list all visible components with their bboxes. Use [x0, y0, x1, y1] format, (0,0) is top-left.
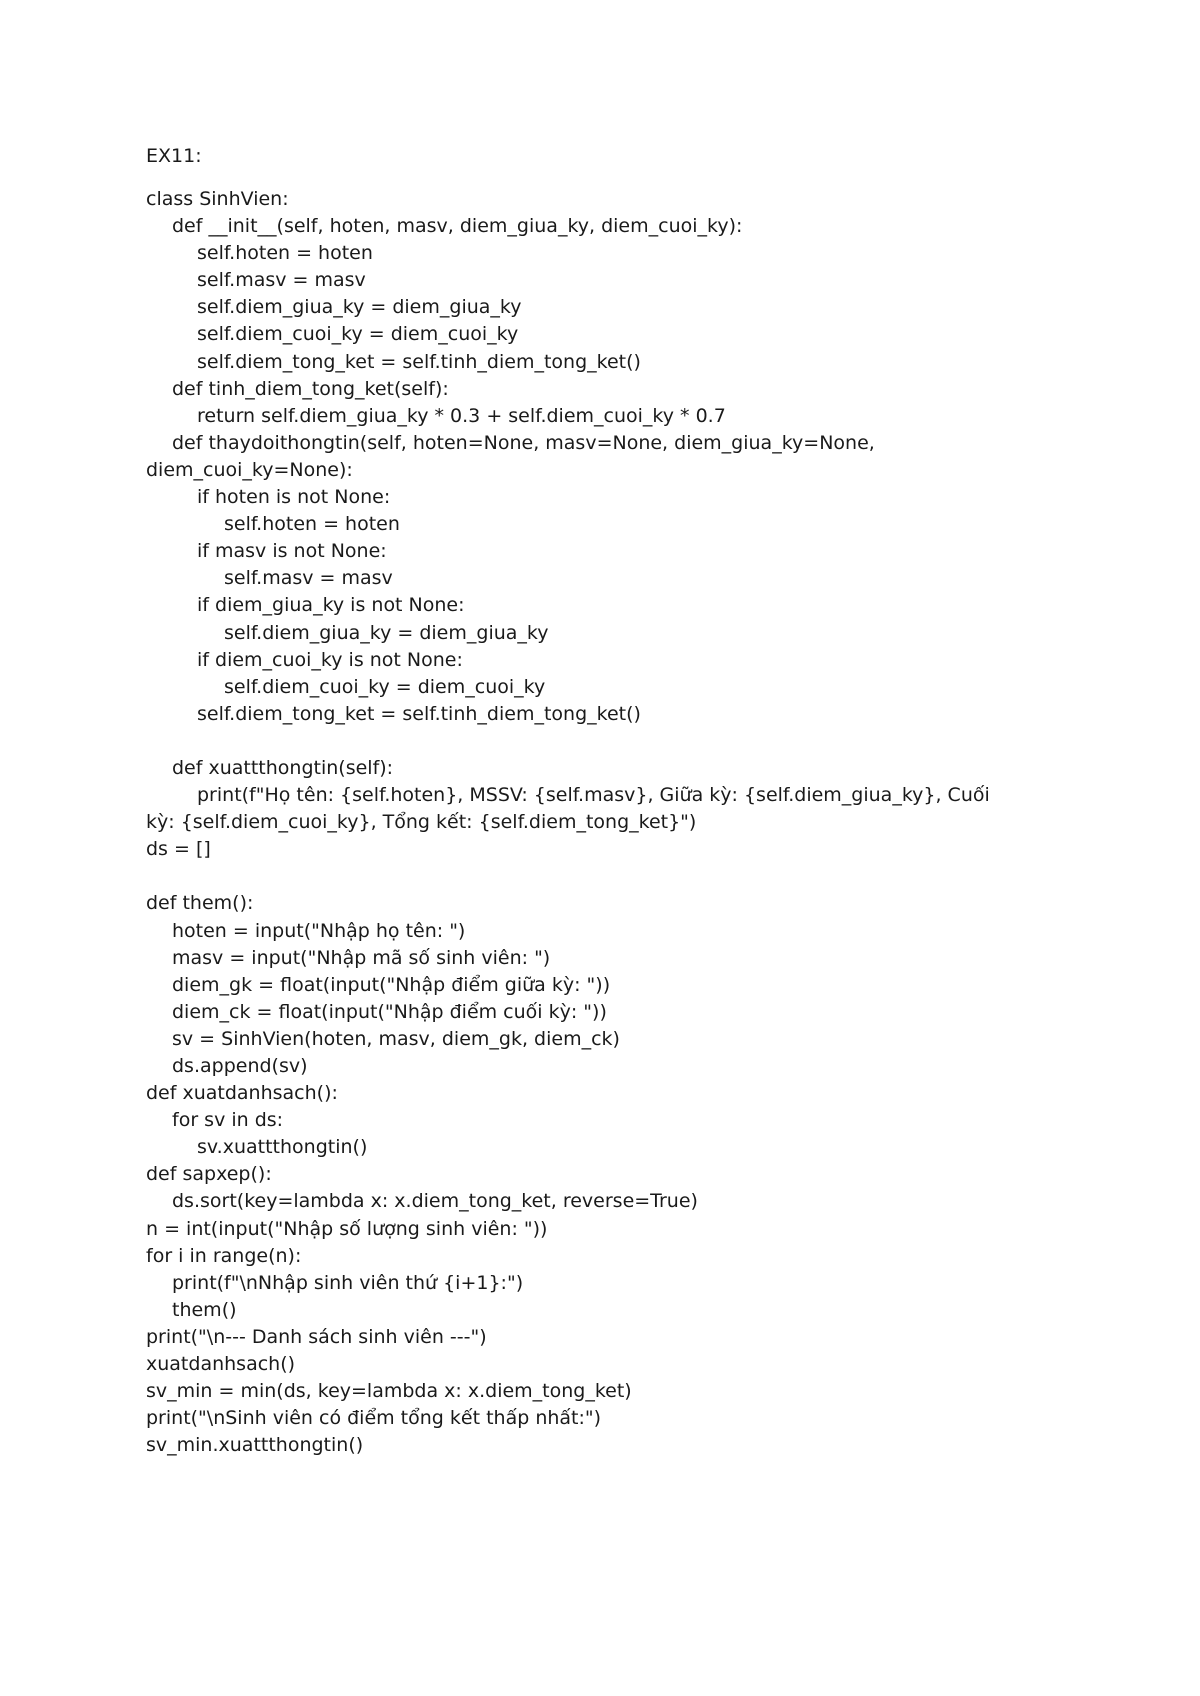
code-line: if diem_giua_ky is not None:	[197, 594, 465, 617]
code-line: def them():	[146, 892, 254, 915]
code-line: them()	[172, 1298, 237, 1321]
code-line: if masv is not None:	[197, 540, 387, 563]
code-line: return self.diem_giua_ky * 0.3 + self.diem_cuoi_ky * 0.7	[197, 404, 726, 427]
code-line: ds.sort(key=lambda x: x.diem_tong_ket, reverse=True)	[172, 1190, 698, 1213]
code-line: diem_cuoi_ky=None):	[146, 458, 353, 481]
blank-line	[146, 863, 1066, 890]
code-line: xuatdanhsach()	[146, 1353, 296, 1376]
code-line: self.diem_cuoi_ky = diem_cuoi_ky	[224, 675, 546, 698]
code-line: self.hoten = hoten	[197, 242, 373, 265]
code-line: hoten = input("Nhập họ tên: ")	[172, 919, 466, 942]
code-line: self.masv = masv	[224, 567, 393, 590]
code-line: diem_gk = float(input("Nhập điểm giữa kỳ: "))	[172, 973, 611, 996]
code-line: self.diem_tong_ket = self.tinh_diem_tong_ket()	[197, 702, 641, 725]
code-line: self.hoten = hoten	[224, 513, 400, 536]
code-line: class SinhVien:	[146, 188, 289, 210]
code-line: if diem_cuoi_ky is not None:	[197, 648, 463, 671]
code-line: self.masv = masv	[197, 269, 366, 292]
code-line: sv = SinhVien(hoten, masv, diem_gk, diem_ck)	[172, 1027, 620, 1050]
code-line: self.diem_giua_ky = diem_giua_ky	[197, 296, 522, 319]
code-line: ds.append(sv)	[172, 1055, 308, 1077]
code-line: def tinh_diem_tong_ket(self):	[172, 377, 449, 400]
code-line: for i in range(n):	[146, 1244, 302, 1267]
code-line: sv.xuattthongtin()	[197, 1136, 368, 1159]
code-line: if hoten is not None:	[197, 486, 391, 509]
exercise-heading: EX11:	[146, 145, 202, 167]
code-line: for sv in ds:	[172, 1109, 284, 1132]
code-line: n = int(input("Nhập số lượng sinh viên: "))	[146, 1217, 548, 1240]
code-line: def thaydoithongtin(self, hoten=None, masv=None, diem_giua_ky=None,	[172, 431, 875, 454]
code-line: def sapxep():	[146, 1163, 272, 1186]
code-listing	[146, 186, 1066, 1459]
code-line: print("\n--- Danh sách sinh viên ---")	[146, 1325, 487, 1348]
code-line: sv_min.xuattthongtin()	[146, 1434, 364, 1457]
code-line: print("\nSinh viên có điểm tổng kết thấp nhất:")	[146, 1407, 602, 1430]
code-line: def xuattthongtin(self):	[172, 756, 394, 779]
code-line: diem_ck = float(input("Nhập điểm cuối kỳ: "))	[172, 1000, 607, 1023]
code-line: print(f"Họ tên: {self.hoten}, MSSV: {self.masv}, Giữa kỳ: {self.diem_giua_ky}, Cuối	[197, 784, 990, 807]
code-line: ds = []	[146, 838, 211, 861]
code-line: print(f"\nNhập sinh viên thứ {i+1}:")	[172, 1271, 524, 1294]
code-line: sv_min = min(ds, key=lambda x: x.diem_tong_ket)	[146, 1380, 632, 1403]
code-line: def __init__(self, hoten, masv, diem_giua_ky, diem_cuoi_ky):	[172, 215, 743, 238]
code-line: def xuatdanhsach():	[146, 1082, 338, 1105]
blank-line	[146, 728, 1066, 755]
code-line: kỳ: {self.diem_cuoi_ky}, Tổng kết: {self.diem_tong_ket}")	[146, 811, 697, 834]
code-line: self.diem_giua_ky = diem_giua_ky	[224, 621, 549, 644]
code-line: self.diem_tong_ket = self.tinh_diem_tong_ket()	[197, 350, 641, 373]
code-line: self.diem_cuoi_ky = diem_cuoi_ky	[197, 323, 519, 346]
code-line: masv = input("Nhập mã số sinh viên: ")	[172, 946, 551, 969]
